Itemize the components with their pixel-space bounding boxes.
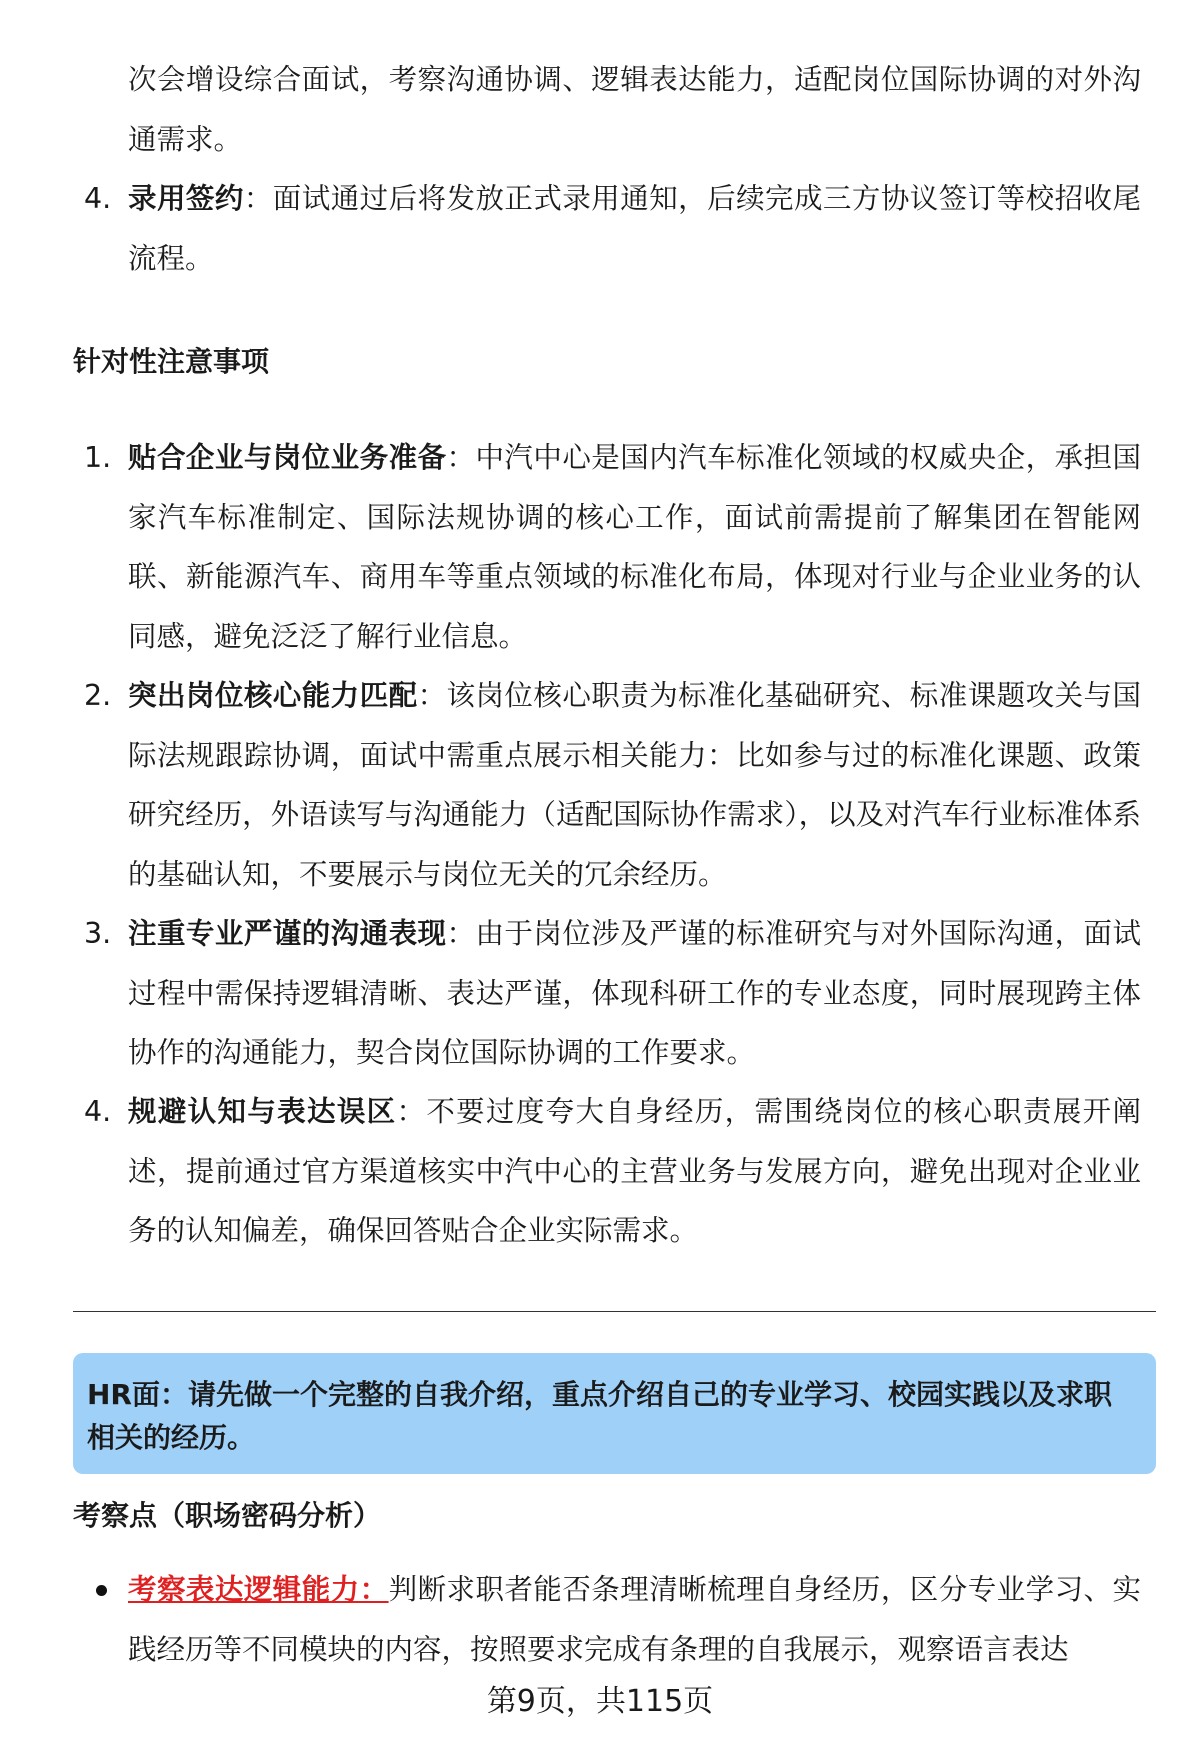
divider (73, 1311, 1156, 1312)
item-label: 录用签约 (128, 182, 244, 215)
bullet-text: 判断求职者能否条理清晰梳理自身经历，区分专业学习、实践经历等不同模块的内容，按照要求完成有条理的自我展示，观察语言表达 (128, 1573, 1141, 1666)
bullet-icon (96, 1585, 107, 1596)
list-item (84, 1082, 1141, 1261)
question-box (73, 1353, 1156, 1474)
item-number: 4. (84, 182, 112, 215)
analysis-title: 考察点（职场密码分析） (73, 1499, 382, 1532)
item-text: ：由于岗位涉及严谨的标准研究与对外国际沟通，面试过程中需保持逻辑清晰、表达严谨，体现科研工作的专业态度，同时展现跨主体协作的沟通能力，契合岗位国际协调的工作要求。 (128, 917, 1141, 1069)
item-label: 注重专业严谨的沟通表现 (128, 917, 447, 950)
item-label: 突出岗位核心能力匹配 (128, 679, 418, 712)
question-text: HR面：请先做一个完整的自我介绍，重点介绍自己的专业学习、校园实践以及求职相关的经历。 (87, 1378, 1112, 1454)
item-number: 2. (84, 679, 112, 712)
list-item (84, 169, 1141, 288)
continuation-text: 次会增设综合面试，考察沟通协调、逻辑表达能力，适配岗位国际协调的对外沟通需求。 (128, 63, 1141, 156)
list-item (84, 428, 1141, 666)
page-number: 第9页，共115页 (486, 1684, 714, 1719)
item-text: ：不要过度夸大自身经历，需围绕岗位的核心职责展开阐述，提前通过官方渠道核实中汽中心的主营业务与发展方向，避免出现对企业业务的认知偏差，确保回答贴合企业实际需求。 (128, 1095, 1141, 1247)
item-text: ：该岗位核心职责为标准化基础研究、标准课题攻关与国际法规跟踪协调，面试中需重点展示相关能力：比如参与过的标准化课题、政策研究经历，外语读写与沟通能力（适配国际协作需求），以及对汽车行业标准体系的基础认知，不要展示与岗位无关的冗余经历。 (128, 679, 1141, 891)
item-text: ：中汽中心是国内汽车标准化领域的权威央企，承担国家汽车标准制定、国际法规协调的核心工作，面试前需提前了解集团在智能网联、新能源汽车、商用车等重点领域的标准化布局，体现对行业与企业业务的认同感，避免泛泛了解行业信息。 (128, 441, 1141, 653)
list-item (84, 904, 1141, 1083)
item-label: 贴合企业与岗位业务准备 (128, 441, 447, 474)
list-item (84, 666, 1141, 904)
item-number: 1. (84, 441, 112, 474)
item-number: 4. (84, 1095, 112, 1128)
item-text: ：面试通过后将发放正式录用通知，后续完成三方协议签订等校招收尾流程。 (128, 182, 1141, 275)
bullet-label: 考察表达逻辑能力： (128, 1573, 389, 1606)
section-title: 针对性注意事项 (73, 345, 270, 378)
bullet-item (128, 1560, 1141, 1679)
item-number: 3. (84, 917, 112, 950)
item-label: 规避认知与表达误区 (128, 1095, 397, 1128)
